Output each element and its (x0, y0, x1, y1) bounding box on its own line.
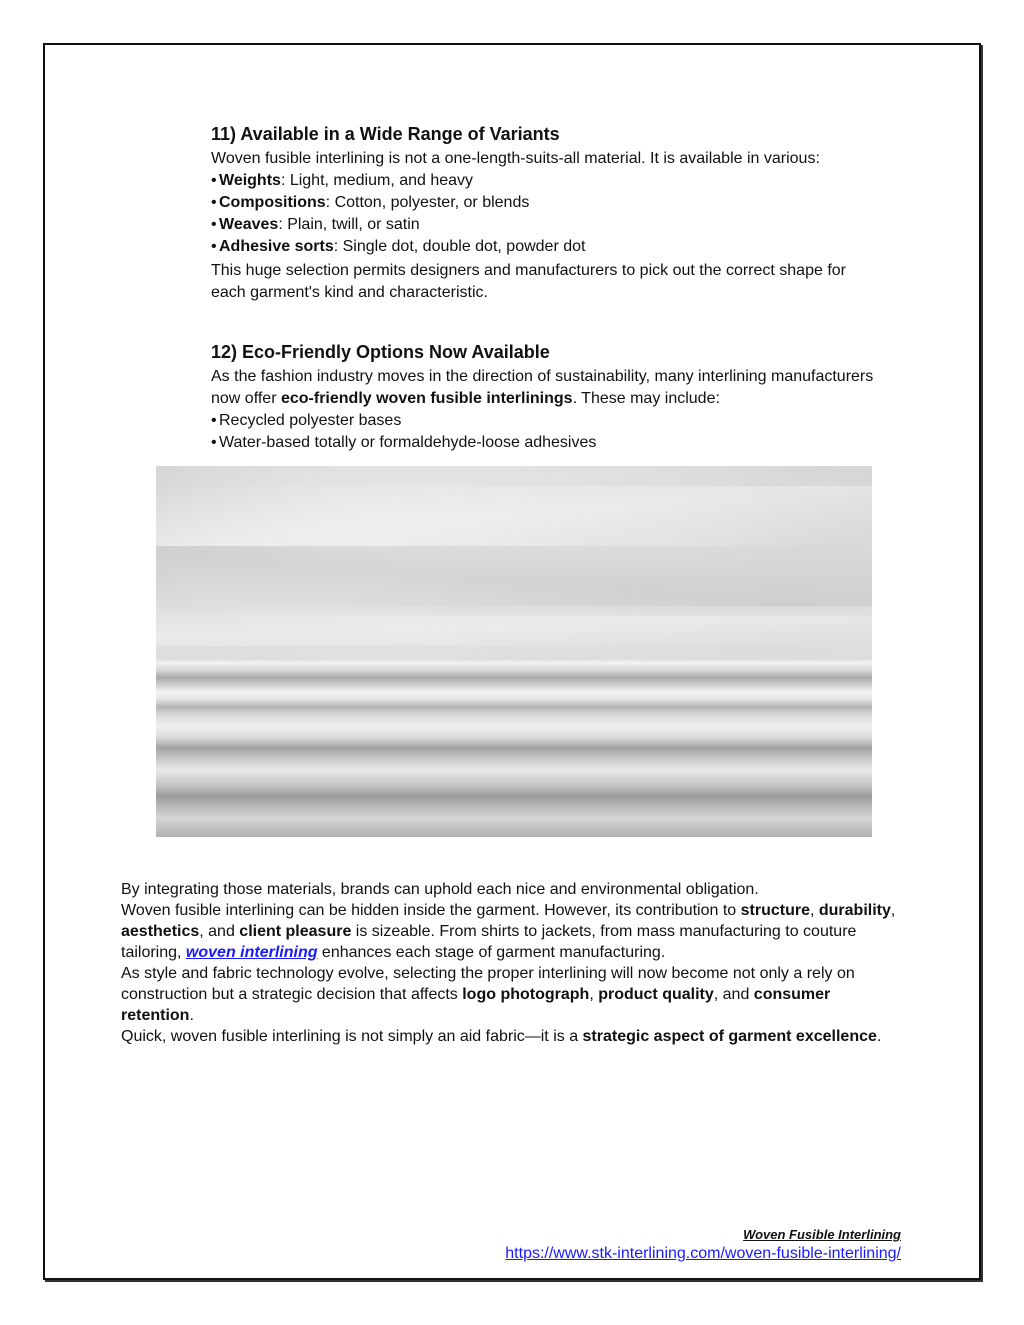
fabric-photo (156, 466, 872, 837)
text-run: . (189, 1007, 194, 1024)
text-emphasis: durability (818, 902, 891, 919)
bullet-term: Compositions (219, 194, 326, 211)
paragraph (121, 1026, 901, 1047)
intro-text: As the fashion industry moves in the direction of sustainability, many interlining manufacturers now offer (211, 368, 874, 407)
section-12-heading: 12) Eco-Friendly Options Now Available (211, 342, 550, 362)
section-12-intro (211, 366, 881, 410)
bullet-desc: Recycled polyester bases (219, 412, 402, 429)
paragraph (121, 900, 901, 963)
bullet-desc: : Light, medium, and heavy (280, 172, 474, 189)
bullet-icon: • (211, 238, 217, 255)
paragraph (121, 963, 901, 1026)
woven-interlining-link[interactable]: woven interlining (185, 944, 318, 961)
paragraph: By integrating those materials, brands can uphold each nice and environmental obligation. (121, 881, 759, 898)
list-item (211, 410, 881, 432)
bullet-icon: • (211, 216, 217, 233)
bullet-term: Adhesive sorts (219, 238, 334, 255)
footer-title-link[interactable]: Woven Fusible Interlining (743, 1227, 901, 1242)
list-item (211, 170, 881, 192)
bullet-icon: • (211, 434, 217, 451)
intro-emphasis: eco-friendly woven fusible interlinings (280, 390, 573, 407)
bullet-icon: • (211, 172, 217, 189)
bullet-icon: • (211, 412, 217, 429)
fabric-fold (156, 606, 872, 646)
intro-text: . These may include: (572, 390, 720, 407)
text-emphasis: aesthetics (121, 923, 200, 940)
text-emphasis: client pleasure (239, 923, 352, 940)
bullet-desc: : Cotton, polyester, or blends (325, 194, 530, 211)
text-run: . (876, 1028, 882, 1045)
bullet-icon: • (211, 194, 217, 211)
bullet-term: Weights (219, 172, 281, 189)
text-emphasis: product quality (598, 986, 714, 1003)
list-item (211, 214, 881, 236)
text-run: , and (713, 986, 754, 1003)
text-emphasis: structure (740, 902, 810, 919)
section-12 (211, 340, 881, 454)
fabric-fold (156, 486, 872, 546)
text-run: , and (199, 923, 240, 940)
page-footer (505, 1226, 901, 1264)
text-run: Quick, woven fusible interlining is not simply an aid fabric—it is a (121, 1028, 583, 1045)
text-run: , (890, 902, 896, 919)
text-run: enhances each stage of garment manufacturing. (317, 944, 666, 961)
text-emphasis: strategic aspect of garment excellence (582, 1028, 877, 1045)
text-run: is sizeable. From shirts to jackets, from mass manufacturing to couture tailoring, (121, 923, 857, 961)
section-11-intro: Woven fusible interlining is not a one-length-suits-all material. It is available in various: (211, 150, 820, 167)
text-emphasis: consumer retention (121, 986, 831, 1024)
section-11 (211, 122, 881, 304)
list-item (211, 236, 881, 258)
text-run: Woven fusible interlining can be hidden inside the garment. However, its contribution to (121, 902, 741, 919)
text-emphasis: logo photograph (462, 986, 590, 1003)
section-11-closing: This huge selection permits designers and manufacturers to pick out the correct shape for each garment's kind and characteristic. (211, 262, 846, 301)
text-run: , (589, 986, 599, 1003)
footer-url-link[interactable]: https://www.stk-interlining.com/woven-fusible-interlining/ (505, 1245, 901, 1262)
list-item (211, 192, 881, 214)
bullet-desc: : Plain, twill, or satin (278, 216, 420, 233)
bullet-desc: Water-based totally or formaldehyde-loose adhesives (219, 434, 597, 451)
text-run: As style and fabric technology evolve, selecting the proper interlining will now become not only a rely on construction but a strategic decision that affects (121, 965, 855, 1003)
bullet-desc: : Single dot, double dot, powder dot (333, 238, 586, 255)
text-run: , (809, 902, 819, 919)
list-item (211, 432, 881, 454)
section-11-heading: 11) Available in a Wide Range of Variants (211, 124, 560, 144)
bullet-term: Weaves (219, 216, 279, 233)
conclusion-text (121, 879, 901, 1047)
